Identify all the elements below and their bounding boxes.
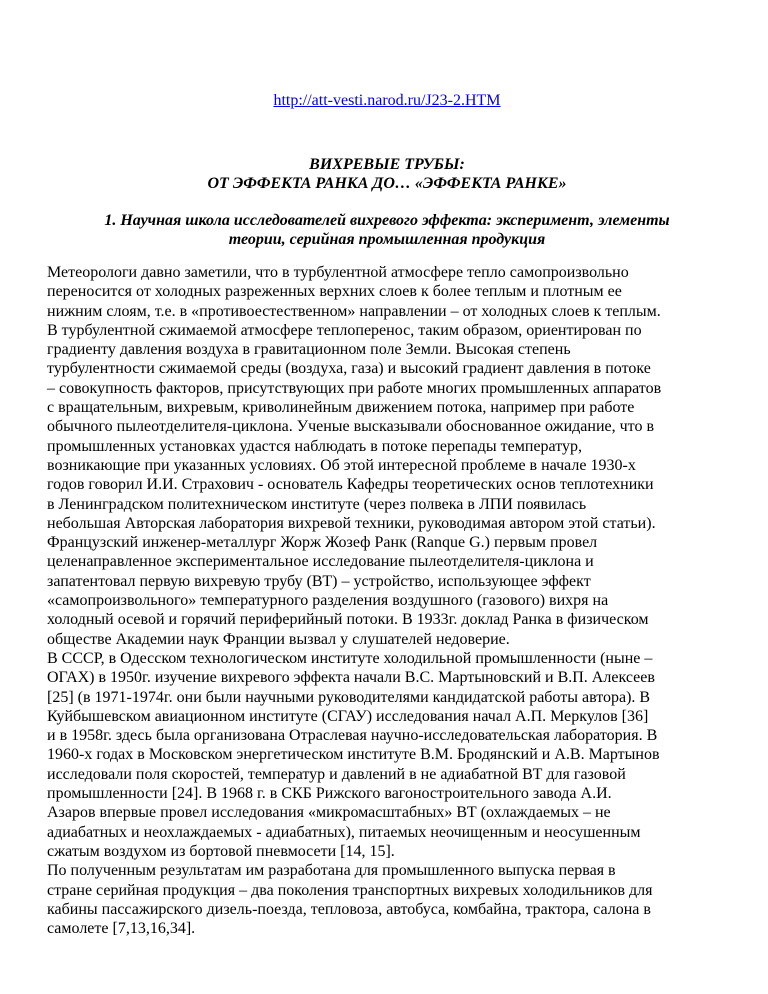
paragraph [47, 263, 727, 649]
paragraph-line: обычного пылеотделителя-циклона. Ученые высказывали обоснованное ожидание, что в [47, 418, 655, 436]
paragraph-line: градиенту давления воздуха в гравитационном поле Земли. Высокая степень [47, 341, 571, 359]
paragraph-line: Французский инженер-металлург Жорж Жозеф Ранк (Ranque G.) первым провел [47, 534, 598, 552]
paragraph-line: небольшая Авторская лаборатория вихревой техники, руководимая автором этой статьи). [47, 514, 656, 532]
paragraph-line: годов говорил И.И. Страхович - основатель Кафедры теоретических основ теплотехники [47, 476, 654, 494]
paragraph-line: 1960-х годах в Московском энергетическом институте В.М. Бродянский и А.В. Мартынов [47, 746, 660, 764]
article-title-line-1: ВИХРЕВЫЕ ТРУБЫ: [309, 156, 465, 173]
paragraph-line: ОГАХ) в 1950г. изучение вихревого эффекта начали В.С. Мартыновский и В.П. Алексеев [47, 669, 655, 687]
paragraph-line: возникающие при указанных условиях. Об этой интересной проблеме в начале 1930-х [47, 456, 636, 474]
paragraph-line: с вращательным, вихревым, криволинейным движением потока, например при работе [47, 399, 635, 417]
paragraph [47, 861, 727, 938]
article-title-line-2: ОТ ЭФФЕКТА РАНКА ДО… «ЭФФЕКТА РАНКЕ» [207, 175, 567, 192]
paragraph-line: По полученным результатам им разработана для промышленного выпуска первая в [47, 862, 616, 880]
section-heading-line-2: теории, серийная промышленная продукция [228, 231, 546, 248]
paragraph-line: сжатым воздухом из бортовой пневмосети [14, 15]. [47, 842, 395, 860]
paragraph-line: промышленности [24]. В 1968 г. в СКБ Рижского вагоностроительного завода А.И. [47, 785, 612, 803]
source-url-line [47, 91, 727, 111]
paragraph-line: самолете [7,13,16,34]. [47, 920, 196, 938]
paragraph-line: стране серийная продукция – два поколения транспортных вихревых холодильников для [47, 881, 653, 899]
paragraph-line: Куйбышевском авиационном институте (СГАУ) исследования начал А.П. Меркулов [36] [47, 707, 649, 725]
paragraph-line: обществе Академии наук Франции вызвал у слушателей недоверие. [47, 630, 510, 648]
paragraph-line: и в 1958г. здесь была организована Отраслевая научно-исследовательская лаборатория. В [47, 727, 658, 745]
source-url-link[interactable]: http://att-vesti.narod.ru/J23-2.HTM [273, 92, 501, 109]
section-heading-line-1: 1. Научная школа исследователей вихревого эффекта: эксперимент, элементы [104, 212, 670, 229]
paragraph [47, 649, 727, 861]
paragraph-line: турбулентности сжимаемой среды (воздуха, газа) и высокий градиент давления в потоке [47, 360, 651, 378]
paragraph-line: запатентовал первую вихревую трубу (ВТ) – устройство, использующее эффект [47, 572, 591, 590]
article-body [47, 263, 727, 938]
paragraph-line: в Ленинградском политехническом институте (через полвека в ЛПИ появилась [47, 495, 587, 513]
paragraph-line: В турбулентной сжимаемой атмосфере теплоперенос, таким образом, ориентирован по [47, 321, 642, 339]
paragraph-line: «самопроизвольного» температурного разделения воздушного (газового) вихря на [47, 592, 609, 610]
article-title [47, 155, 727, 193]
paragraph-line: целенаправленное экспериментальное исследование пылеотделителя-циклона и [47, 553, 594, 571]
section-heading [47, 211, 727, 249]
paragraph-line: кабины пассажирского дизель-поезда, тепловоза, автобуса, комбайна, трактора, салона в [47, 900, 651, 918]
paragraph-line: – совокупность факторов, присутствующих при работе многих промышленных аппаратов [47, 379, 662, 397]
paragraph-line: промышленных установках удастся наблюдать в потоке перепады температур, [47, 437, 583, 455]
paragraph-line: Азаров впервые провел исследования «микромасштабных» ВТ (охлаждаемых – не [47, 804, 611, 822]
paragraph-line: Метеорологи давно заметили, что в турбулентной атмосфере тепло самопроизвольно [47, 264, 629, 281]
paragraph-line: [25] (в 1971-1974г. они были научными руководителями кандидатской работы автора). В [47, 688, 651, 706]
paragraph-line: нижним слоям, т.е. в «противоестественном» направлении – от холодных слоев к теплым. [47, 302, 661, 320]
paragraph-line: В СССР, в Одесском технологическом институте холодильной промышленности (ныне – [47, 649, 653, 667]
paragraph-line: исследовали поля скоростей, температур и давлений в не адиабатной ВТ для газовой [47, 765, 626, 783]
paragraph-line: холодный осевой и горячий периферийный потоки. В 1933г. доклад Ранка в физическом [47, 611, 649, 629]
paragraph-line: адиабатных и неохлаждаемых - адиабатных), питаемых неочищенным и неосушенным [47, 823, 641, 841]
paragraph-line: переносится от холодных разреженных верхних слоев к более теплым и плотным ее [47, 283, 622, 301]
